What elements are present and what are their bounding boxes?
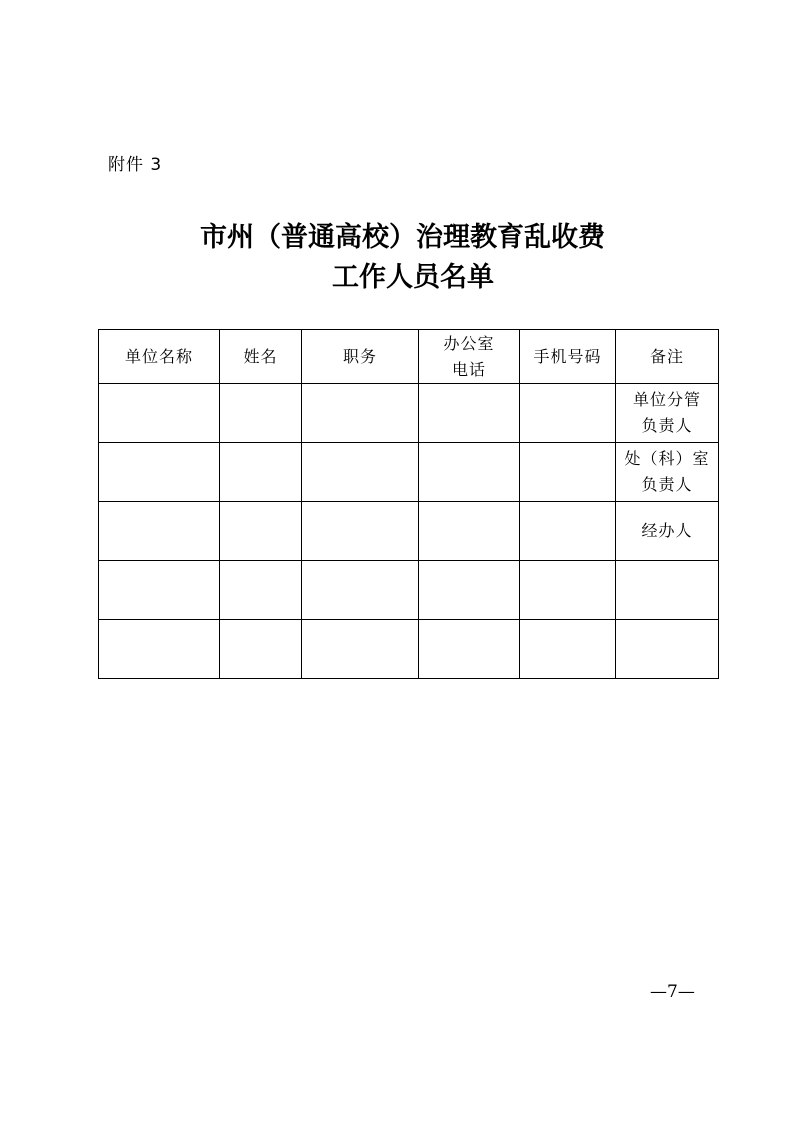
cell-office-phone [419,443,520,502]
cell-position [302,561,419,620]
table-row [99,384,719,443]
header-unit-name: 单位名称 [99,330,220,384]
header-office-phone [419,330,520,384]
remark-line-2: 负责人 [641,416,693,435]
cell-position [302,620,419,679]
cell-mobile [520,561,616,620]
cell-remarks [616,561,719,620]
cell-name [220,561,302,620]
remark-line-1: 经办人 [641,521,693,540]
staff-list-table [98,329,719,679]
cell-office-phone [419,620,520,679]
header-office-phone-line1: 办公室 [443,333,495,353]
title-line-1: 市州（普通高校）治理教育乱收费 [200,222,605,253]
table-header-row [99,330,719,384]
cell-unit-name [99,620,220,679]
cell-mobile [520,443,616,502]
title-line-2: 工作人员名单 [332,262,494,293]
header-mobile: 手机号码 [520,330,616,384]
cell-name [220,443,302,502]
table-row [99,443,719,502]
cell-remarks [616,502,719,561]
cell-unit-name [99,384,220,443]
cell-office-phone [419,384,520,443]
cell-mobile [520,620,616,679]
table-row [99,561,719,620]
header-office-phone-line2: 电话 [451,359,486,379]
cell-position [302,443,419,502]
header-name: 姓名 [220,330,302,384]
page-number: —7— [650,982,695,1002]
cell-position [302,502,419,561]
remark-line-1: 处（科）室 [624,449,710,468]
cell-position [302,384,419,443]
cell-unit-name [99,443,220,502]
cell-name [220,384,302,443]
remark-line-2: 负责人 [641,475,693,494]
header-remarks: 备注 [616,330,719,384]
header-position: 职务 [302,330,419,384]
table-row [99,502,719,561]
cell-name [220,620,302,679]
cell-name [220,502,302,561]
cell-unit-name [99,502,220,561]
cell-remarks [616,443,719,502]
remark-line-1: 单位分管 [632,390,701,409]
cell-mobile [520,384,616,443]
cell-unit-name [99,561,220,620]
cell-office-phone [419,502,520,561]
cell-remarks [616,620,719,679]
cell-mobile [520,502,616,561]
table-row [99,620,719,679]
attachment-label: 附件 3 [108,155,163,175]
cell-office-phone [419,561,520,620]
cell-remarks [616,384,719,443]
